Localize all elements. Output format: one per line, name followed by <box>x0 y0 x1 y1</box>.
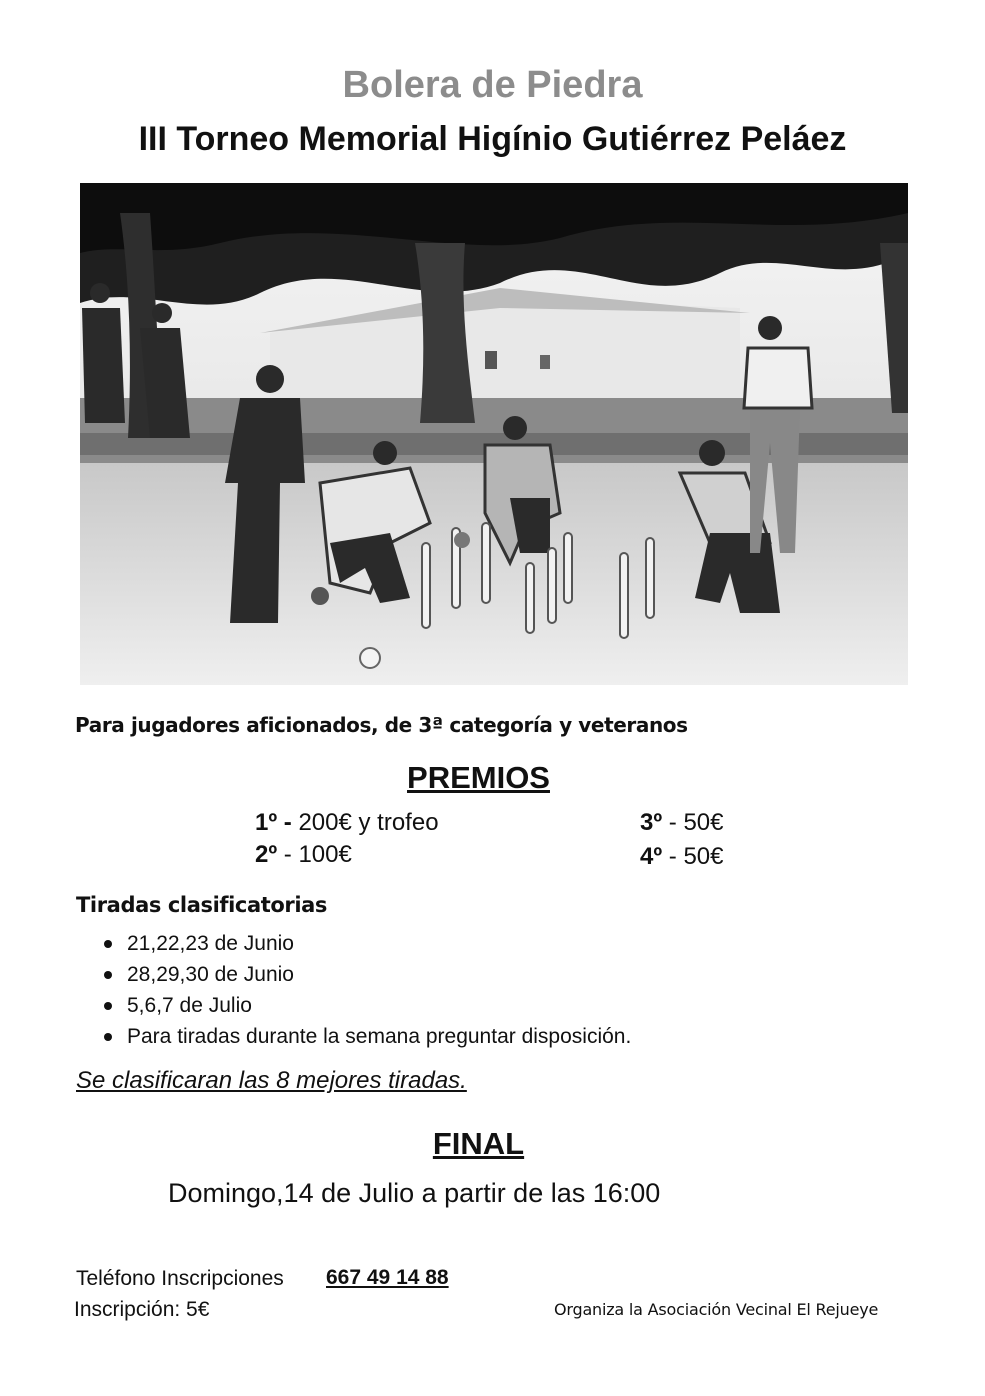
registration-fee: Inscripción: 5€ <box>74 1298 210 1321</box>
prize-place: 3º <box>640 809 663 836</box>
qualifier-date: Para tiradas durante la semana preguntar disposición. <box>127 1024 632 1048</box>
tournament-title: III Torneo Memorial Higínio Gutiérrez Peláez <box>138 120 847 158</box>
list-item <box>104 928 631 959</box>
prize-place: 1º - <box>255 809 292 836</box>
final-heading: FINAL <box>432 1126 525 1161</box>
bullet-icon <box>104 1033 112 1041</box>
prize-reward: 200€ y trofeo <box>291 809 439 836</box>
prize-fourth <box>640 843 724 871</box>
list-item <box>104 959 631 990</box>
prize-third <box>640 809 724 837</box>
phone-label: Teléfono Inscripciones <box>76 1267 284 1290</box>
qualifier-dates-list <box>104 928 631 1052</box>
prize-reward: - 50€ <box>662 843 724 870</box>
qualifier-date: 21,22,23 de Junio <box>127 931 294 955</box>
bullet-icon <box>104 971 112 979</box>
final-date: Domingo,14 de Julio a partir de las 16:00 <box>168 1178 661 1208</box>
qualifier-note: Se clasificaran las 8 mejores tiradas. <box>76 1067 467 1094</box>
venue-title: Bolera de Piedra <box>342 64 643 106</box>
qualifier-date: 28,29,30 de Junio <box>127 962 294 986</box>
organizer-text: Organiza la Asociación Vecinal El Rejueye <box>554 1300 879 1319</box>
bullet-icon <box>104 940 112 948</box>
eligibility-text: Para jugadores aficionados, de 3ª categoría y veteranos <box>75 713 688 737</box>
bowling-players-photo <box>80 183 908 685</box>
bullet-icon <box>104 1002 112 1010</box>
list-item <box>104 1021 631 1052</box>
prize-reward: - 100€ <box>277 841 352 868</box>
prizes-heading: PREMIOS <box>407 760 550 795</box>
prize-place: 2º <box>255 841 278 868</box>
prize-second <box>255 841 352 869</box>
list-item <box>104 990 631 1021</box>
prize-place: 4º <box>640 843 663 870</box>
qualifiers-heading: Tiradas clasificatorias <box>76 893 328 917</box>
phone-number: 667 49 14 88 <box>326 1266 449 1289</box>
prize-first <box>255 809 439 837</box>
qualifier-date: 5,6,7 de Julio <box>127 993 252 1017</box>
prize-reward: - 50€ <box>662 809 724 836</box>
